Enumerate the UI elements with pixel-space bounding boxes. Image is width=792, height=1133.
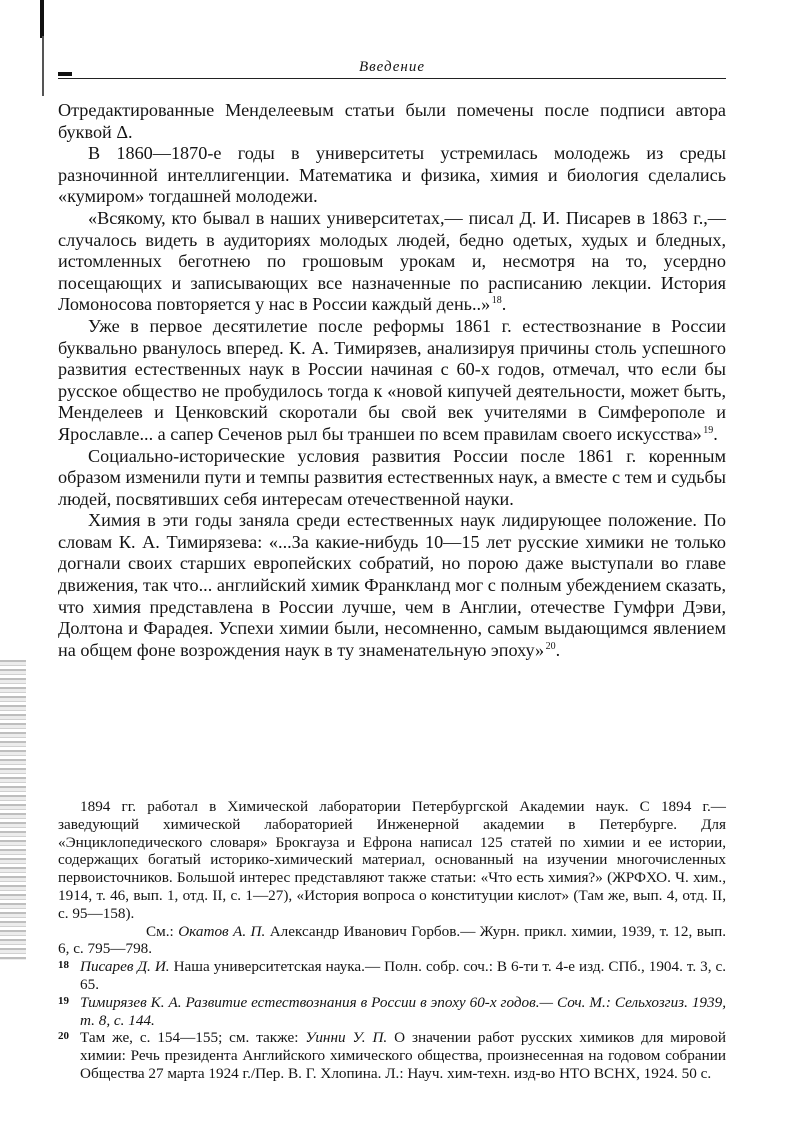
footnote-18 [58,958,726,994]
see-rest: Александр Иванович Горбов.— Журн. прикл. химии, 1939, т. 12, вып. 6, с. 795—798. [58,922,727,958]
paragraph [58,446,726,511]
footnote-rest: Развитие естествознания в России в эпоху 60-х годов.— Соч. М.: Сельхозгиз. 1939, т. 8, с. 144. [80,993,727,1029]
punctuation: . [555,639,561,660]
footnote-author: Писарев Д. И. [80,958,170,976]
footnote-20 [58,1029,726,1082]
footnote-mark: 19 [58,994,69,1007]
footnote-ref: 18 [491,295,502,307]
paragraph-text: «Всякому, кто бывал в наших университетах,— писал Д. И. Писарев в 1863 г.,— случалось видеть в аудиториях молодых людей, бедно одетых, худых и бледных, истомленных беготнею по грошовым урокам и, несмотря на то, усердно посещающих и записывающих все назначенные по расписанию лекции. История Ломоносова повторяется у нас в России каждый день..» [58,207,726,315]
footnote-19 [58,994,726,1030]
see-also [58,923,726,959]
paragraph-text: В 1860—1870-е годы в университеты устремилась молодежь из среды разночинной интеллигенции. Математика и физика, химия и биология сделались «кумиром» тогдашней молодежи. [58,143,726,207]
footnote-prefix: Там же, с. 154—155; см. также: [80,1029,299,1047]
scan-edge-line [42,36,44,96]
body-text [58,100,726,661]
paragraph [58,143,726,208]
footnote-continuation: 1894 гг. работал в Химической лаборатории Петербургской Академии наук. С 1894 г.— заведующий химической лабораторией Инженерной академии в Петербурге. Для «Энциклопедического словаря» Брокгауза и Ефрона написал 125 статей по химии и ее истории, содержащих богатый историко-химический материал, основанный на изучении многочисленных первоисточников. Большой интерес представляют также статьи: «Что есть химия?» (ЖРФХО. Ч. хим., 1914, т. 46, вып. 1, отд. II, с. 1—27), «История вопроса о конституции кислот» (Там же, вып. 4, отд. II, с. 95—158). [58,798,726,922]
footnote-text [80,958,726,994]
paragraph [58,510,726,661]
scan-edge-noise [0,660,26,960]
footnote-author: Уинни У. П. [305,1029,388,1047]
paragraph-text: Уже в первое десятилетие после реформы 1861 г. естествознание в России буквально рванулось вперед. К. А. Тимирязев, анализируя причины столь успешного развития естественных наук в России начиная с 60-х годов, отмечал, что если бы русское общество не пробудилось тогда к «новой кипучей деятельности, может быть, Менделеев и Ценковский скоротали бы свой век учителями в Симферополе и Ярославле... а сапер Сеченов рыл бы траншеи по всем правилам своего искусства» [58,315,726,444]
punctuation: . [501,294,507,315]
paragraph [58,316,726,446]
scan-edge-mark [40,0,44,38]
footnote-ref: 19 [703,424,714,436]
paragraph-text: Социально-исторические условия развития России после 1861 г. коренным образом изменили пути и темпы развития естественных наук, а вместе с тем и судьбы людей, посвятивших себя интересам отечественной науки. [58,445,726,509]
paragraph [58,208,726,316]
footnotes [58,798,726,1083]
punctuation: . [713,423,718,444]
footnote-rest: О значении работ русских химиков для мировой химии: Речь президента Английского химического общества, произнесенная на годовом собрании Общества 27 марта 1924 г./Пер. В. Г. Хлопина. Л.: Науч. хим-техн. изд-во НТО ВСНХ, 1924. 50 с. [80,1029,727,1082]
footnote-mark: 18 [58,959,69,972]
footnote-text [80,1029,726,1082]
footnote-mark: 20 [58,1030,69,1043]
see-author: Окатов А. П. [178,922,266,940]
paragraph-text: Отредактированные Менделеевым статьи были помечены после подписи автора буквой Δ. [58,100,726,142]
paragraph-text: Химия в эти годы заняла среди естественных наук лидирующее положение. По словам К. А. Тимирязева: «...За какие-нибудь 10—15 лет русские химики не только догнали своих старших европейских собратий, но порою даже выступали во главе движения, так что... английский химик Франкланд мог с полным убеждением сказать, что химия представлена в России лучше, чем в Англии, отечестве Гумфри Дэви, Долтона и Фарадея. Успехи химии были, несомненно, самым выдающимся явлением на общем фоне возрождения наук в ту знаменательную эпоху» [58,510,726,660]
footnote-author: Тимирязев К. А. [80,993,182,1011]
see-prefix: См.: [146,922,174,940]
footnote-rest: Наша университетская наука.— Полн. собр. соч.: В 6-ти т. 4-е изд. СПб., 1904. т. 3, с. 65. [80,958,727,993]
footnote-ref: 20 [545,640,556,652]
running-head: Введение [58,58,726,79]
footnote-text [80,994,726,1030]
paragraph [58,100,726,143]
